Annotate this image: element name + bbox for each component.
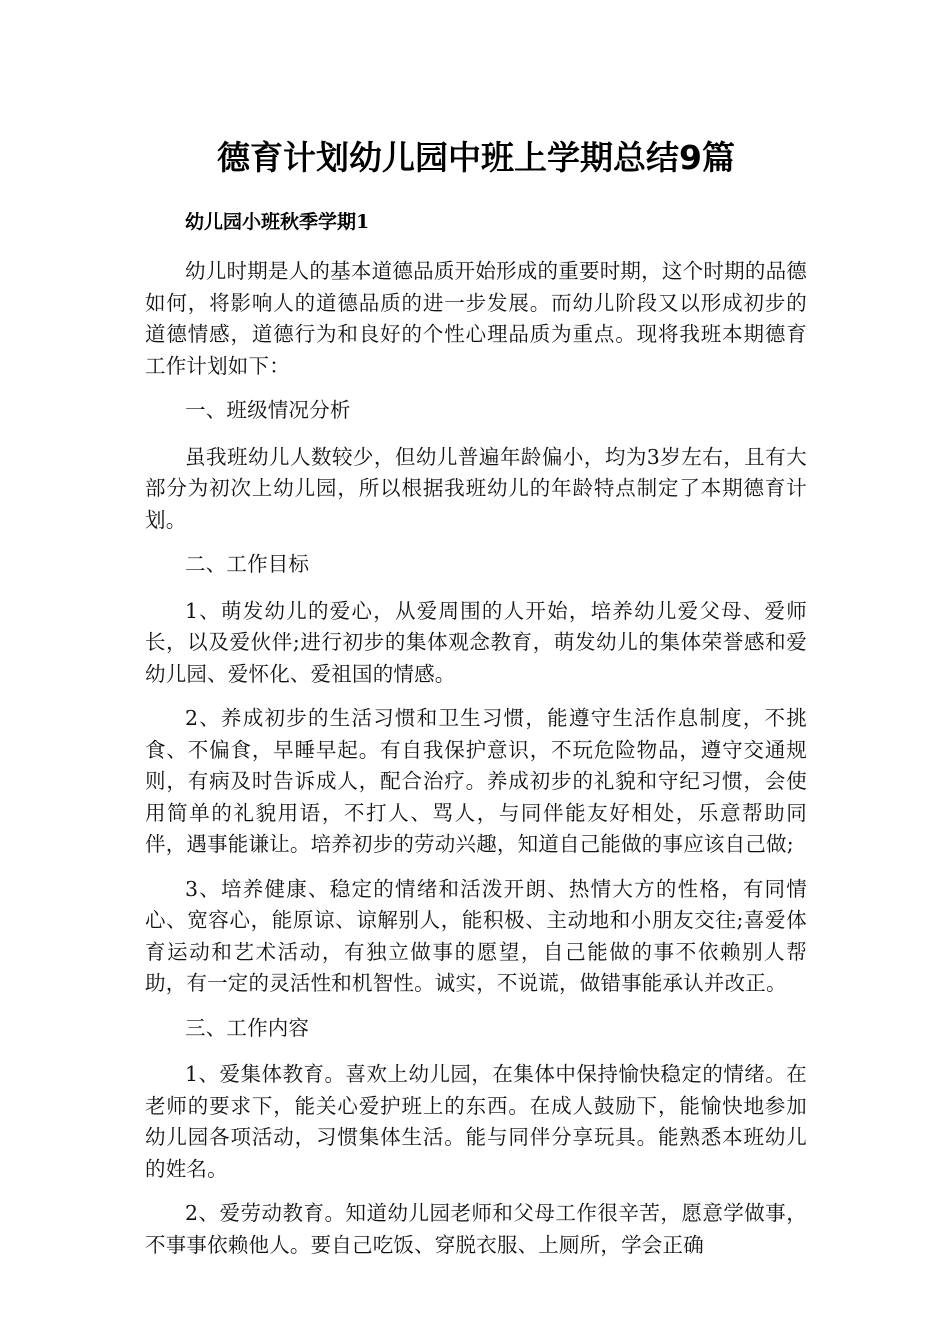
- heading-work-goals: 二、工作目标: [185, 552, 310, 576]
- paragraph-goal-3: 3、培养健康、稳定的情绪和活泼开朗、热情大方的性格，有同情心、宽容心，能原谅、谅解别人，能积极、主动地和小朋友交往;喜爱体育运动和艺术活动，有独立做事的愿望，自己能做的事不依赖别人帮助，有一定的灵活性和机智性。诚实，不说谎，做错事能承认并改正。: [145, 876, 807, 995]
- heading-work-content: 三、工作内容: [185, 1015, 310, 1040]
- document-title: 德育计划幼儿园中班上学期总结9篇: [217, 138, 735, 177]
- paragraph-class-analysis: 虽我班幼儿人数较少，但幼儿普遍年龄偏小，均为3岁左右，且有大部分为初次上幼儿园，所以根据我班幼儿的年龄特点制定了本期德育计划。: [145, 444, 807, 532]
- paragraph-content-2: 2、爱劳动教育。知道幼儿园老师和父母工作很辛苦，愿意学做事，不事事依赖他人。要自己吃饭、穿脱衣服、上厕所，学会正确: [145, 1201, 807, 1257]
- paragraph-intro: 幼儿时期是人的基本道德品质开始形成的重要时期，这个时期的品德如何，将影响人的道德品质的进一步发展。而幼儿阶段又以形成初步的道德情感，道德行为和良好的个性心理品质为重点。现将我班本期德育工作计划如下：: [145, 259, 807, 378]
- paragraph-goal-1: 1、萌发幼儿的爱心，从爱周围的人开始，培养幼儿爱父母、爱师长，以及爱伙伴;进行初步的集体观念教育，萌发幼儿的集体荣誉感和爱幼儿园、爱怀化、爱祖国的情感。: [145, 598, 807, 686]
- section-title: 幼儿园小班秋季学期1: [185, 211, 370, 233]
- heading-class-analysis: 一、班级情况分析: [185, 398, 351, 422]
- paragraph-goal-2: 2、养成初步的生活习惯和卫生习惯，能遵守生活作息制度，不挑食、不偏食，早睡早起。有自我保护意识，不玩危险物品，遵守交通规则，有病及时告诉成人，配合治疗。养成初步的礼貌和守纪习惯，会使用简单的礼貌用语，不打人、骂人，与同伴能友好相处，乐意帮助同伴，遇事能谦让。培养初步的劳动兴趣，知道自己能做的事应该自己做;: [145, 706, 807, 856]
- paragraph-content-1: 1、爱集体教育。喜欢上幼儿园，在集体中保持愉快稳定的情绪。在老师的要求下，能关心爱护班上的东西。在成人鼓励下，能愉快地参加幼儿园各项活动，习惯集体生活。能与同伴分享玩具。能熟悉本班幼儿的姓名。: [145, 1062, 807, 1181]
- document-page: [145, 130, 807, 1274]
